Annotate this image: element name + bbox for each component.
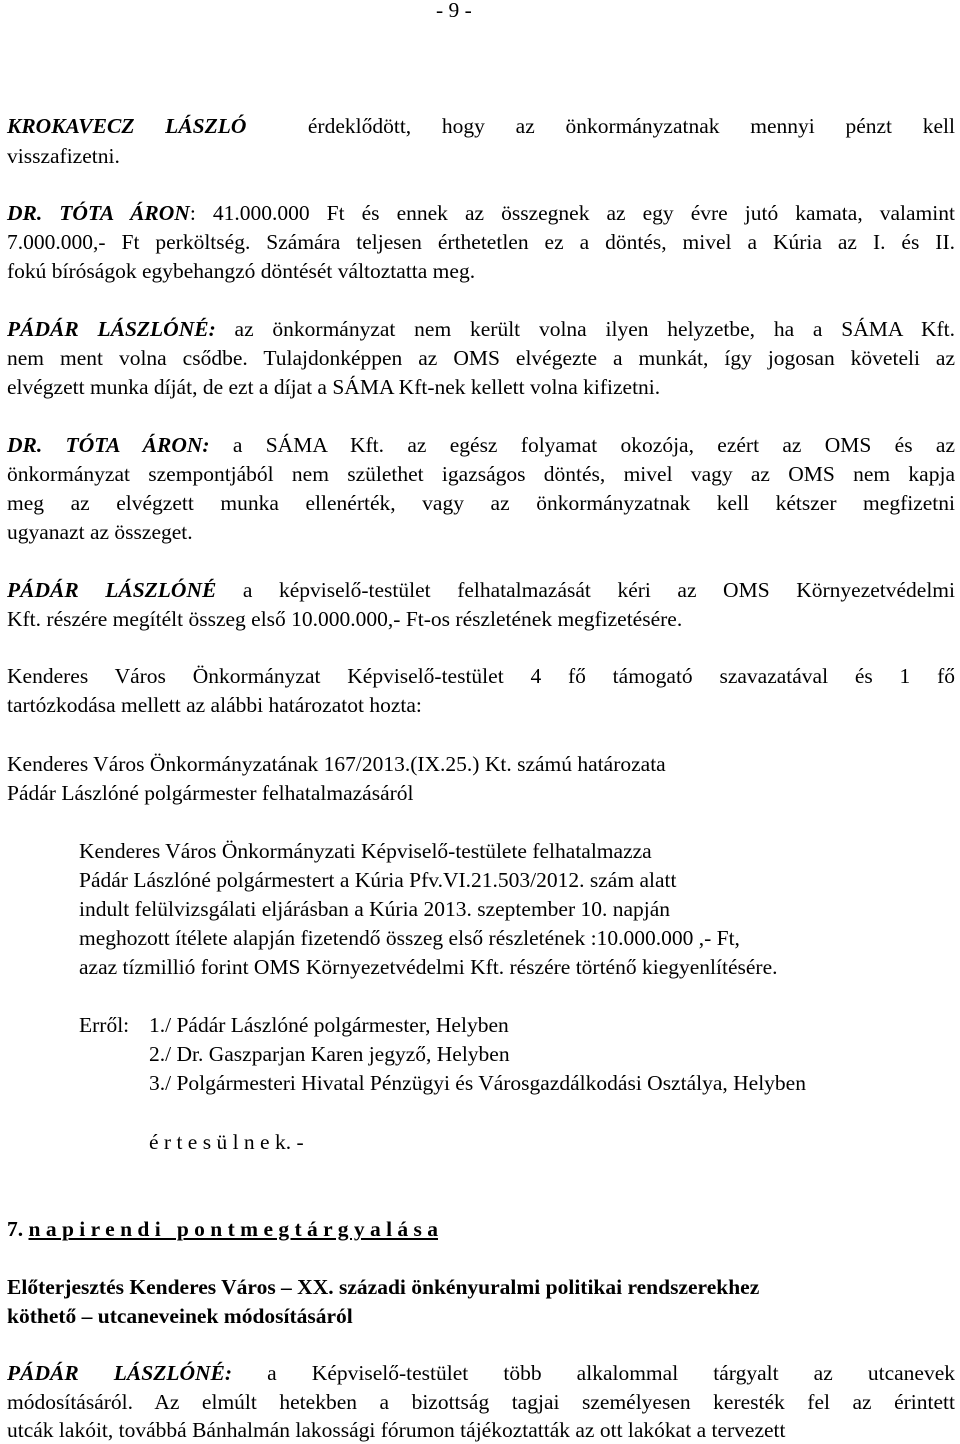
agenda-heading: [7, 1215, 955, 1243]
paragraph-line: [7, 1359, 955, 1387]
resolution-body-line: meghozott ítélete alapján fizetendő összeg első részletének :10.000.000 ,- Ft,: [79, 926, 740, 950]
agenda-number: 7.: [7, 1217, 24, 1241]
resolution-title: Kenderes Város Önkormányzatának 167/2013.(IX.25.) Kt. számú határozata: [7, 752, 666, 776]
paragraph-line: [7, 576, 955, 604]
page-number: - 9 -: [436, 0, 472, 22]
resolution-body-line: Kenderes Város Önkormányzati Képviselő-testülete felhatalmazza: [79, 839, 652, 863]
agenda-subject-line: Előterjesztés Kenderes Város – XX. századi önkényuralmi politikai rendszerekhez: [7, 1275, 760, 1299]
speaker-name: PÁDÁR LÁSZLÓNÉ:: [7, 1361, 233, 1385]
resolution-body-line: azaz tízmillió forint OMS Környezetvédelmi Kft. részére történő kiegyenlítésére.: [79, 955, 778, 979]
recipient-item: 3./ Polgármesteri Hivatal Pénzügyi és Városgazdálkodási Osztálya, Helyben: [149, 1071, 806, 1095]
speaker-name: DR. TÓTA ÁRON:: [7, 433, 210, 457]
resolution-subtitle: Pádár Lászlóné polgármester felhatalmazásáról: [7, 781, 414, 805]
resolution-body-line: indult felülvizsgálati eljárásban a Kúria 2013. szeptember 10. napján: [79, 897, 671, 921]
paragraph-line: [7, 315, 955, 343]
paragraph-line: visszafizetni.: [7, 144, 120, 168]
paragraph-line: elvégzett munka díját, de ezt a díjat a SÁMA Kft-nek kellett volna kifizetni.: [7, 375, 661, 399]
paragraph-line: Kft. részére megítélt összeg első 10.000.000,- Ft-os részletének megfizetésére.: [7, 607, 683, 631]
paragraph-line: utcák lakóit, továbbá Bánhalmán lakossági fórumon tájékoztatták az ott lakókat a tervezett: [7, 1418, 786, 1442]
paragraph-line: fokú bíróságok egybehangzó döntését változtatta meg.: [7, 259, 476, 283]
speaker-name: DR. TÓTA ÁRON: [7, 201, 190, 225]
paragraph-line: [7, 431, 955, 459]
speaker-name: PÁDÁR LÁSZLÓNÉ: [7, 578, 217, 602]
recipient-item: 2./ Dr. Gaszparjan Karen jegyző, Helyben: [149, 1042, 510, 1066]
paragraph-text: a képviselő-testület felhatalmazását kéri az OMS Környezetvédelmi: [242, 578, 956, 602]
notice-text: é r t e s ü l n e k. -: [149, 1130, 304, 1154]
resolution-body-line: Pádár Lászlóné polgármestert a Kúria Pfv.VI.21.503/2012. szám alatt: [79, 868, 677, 892]
paragraph-line: 7.000.000,- Ft perköltség. Számára teljesen érthetetlen ez a döntés, mivel a Kúria az I. és II.: [7, 230, 955, 254]
speaker-name: PÁDÁR LÁSZLÓNÉ:: [7, 317, 216, 341]
paragraph-line: tartózkodása mellett az alábbi határozatot hozta:: [7, 693, 422, 717]
paragraph-line: önkormányzat szempontjából nem születhet igazságos döntés, mivel vagy az OMS nem kapja: [7, 462, 955, 486]
paragraph-line: módosításáról. Az elmúlt hetekben a bizottság tagjai személyesen keresték fel az érintett: [7, 1390, 955, 1414]
paragraph-text: : 41.000.000 Ft és ennek az összegnek az egy évre jutó kamata, valamint: [189, 201, 955, 225]
errol-label: Erről:: [79, 1013, 130, 1037]
agenda-subject-line: köthető – utcaneveinek módosításáról: [7, 1304, 353, 1328]
paragraph-line: meg az elvégzett munka ellenérték, vagy az önkormányzatnak kell kétszer megfizetni: [7, 491, 955, 515]
paragraph-text: a SÁMA Kft. az egész folyamat okozója, ezért az OMS és az: [232, 433, 955, 457]
paragraph-line: nem ment volna csődbe. Tulajdonképpen az OMS elvégezte a munkát, így jogosan követeli az: [7, 346, 955, 370]
agenda-title: n a p i r e n d i p o n t m e g t á r g y a l á s a: [28, 1217, 439, 1241]
paragraph-line: ugyanazt az összeget.: [7, 520, 193, 544]
paragraph-text: a Képviselő-testület több alkalommal tárgyalt az utcanevek: [267, 1361, 955, 1385]
paragraph-line: [7, 199, 955, 227]
paragraph-text: érdeklődött, hogy az önkormányzatnak mennyi pénzt kell: [307, 114, 955, 138]
speaker-name: KROKAVECZ LÁSZLÓ: [7, 114, 247, 138]
paragraph-line: Kenderes Város Önkormányzat Képviselő-testület 4 fő támogató szavazatával és 1 fő: [7, 664, 955, 688]
recipient-item: 1./ Pádár Lászlóné polgármester, Helyben: [149, 1013, 509, 1037]
paragraph-line: [7, 112, 955, 140]
paragraph-text: az önkormányzat nem került volna ilyen helyzetbe, ha a SÁMA Kft.: [234, 317, 956, 341]
